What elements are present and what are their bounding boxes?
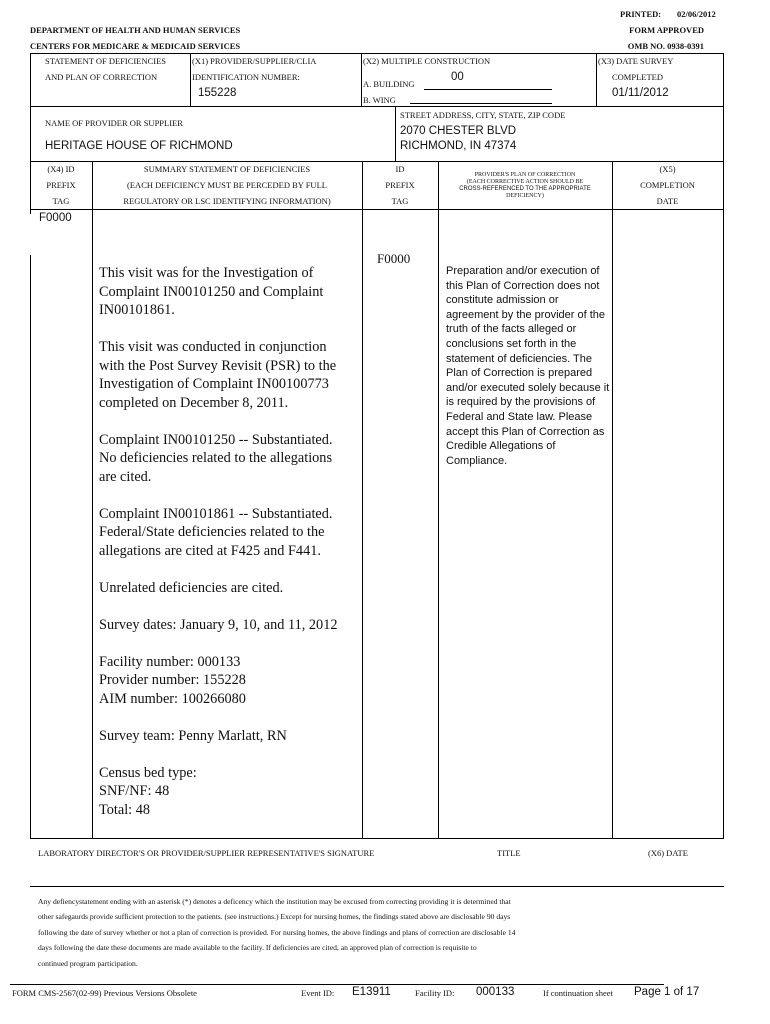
signature-label: LABORATORY DIRECTOR'S OR PROVIDER/SUPPLIER REPRESENTATIVE'S SIGNATURE [38, 848, 375, 858]
disclaimer-line: Any defiencystatement ending with an asterisk (*) denotes a deficency which the institution may be excused from correcting providing it is determined that [38, 897, 511, 906]
disclaimer-line: other safegaurds provide sufficient protection to the patients. (see instructions.) Except for nursing homes, the findings stated above are disclosable 90 days [38, 912, 511, 922]
id-label: ID [395, 164, 405, 174]
narrative-paragraph: Complaint IN00101250 -- Substantiated. No deficiencies related to the allegations are cited. [99, 431, 333, 485]
x4-prefix-label: PREFIX [46, 180, 76, 190]
survey-date: 01/11/2012 [612, 87, 669, 99]
facility-id-label: Facility ID: [415, 988, 455, 998]
summary-subheader: (EACH DEFICIENCY MUST BE PERCEDED BY FULL [127, 180, 327, 190]
plan-of-correction: Preparation and/or execution of this Plan of Correction does not constitute admission or agreement by the provider of the truth of the facts alleged or conclusions set forth in the statement of deficiencies. The Plan of Correction is prepared and/or executed solely because it is required by the provisions of Federal and State law. Please accept this Plan of Correction as Credible Allegations of Compliance. [446, 265, 610, 467]
narrative-paragraph: Survey team: Penny Marlatt, RN [99, 727, 287, 744]
department-title: DEPARTMENT OF HEALTH AND HUMAN SERVICES [30, 25, 241, 35]
right-tag: F0000 [377, 251, 411, 266]
disclaimer-line: days following the date these documents are made available to the facility. If deficiencies are cited, an approved plan of correction is requisite to [38, 943, 477, 953]
title-label: TITLE [497, 848, 521, 858]
x1-label: (X1) PROVIDER/SUPPLIER/CLIA [192, 56, 317, 66]
city-state-zip: RICHMOND, IN 47374 [400, 140, 517, 152]
completion-label: COMPLETION [640, 180, 695, 190]
continuation-label: If continuation sheet [543, 988, 613, 998]
narrative-paragraph: Survey dates: January 9, 10, and 11, 2012 [99, 616, 338, 633]
building-label: A. BUILDING [363, 79, 415, 89]
provider-id: 155228 [198, 87, 237, 99]
x2-label: (X2) MULTIPLE CONSTRUCTION [363, 56, 491, 66]
x3-label: (X3) DATE SURVEY [598, 56, 674, 66]
deficiency-narrative [99, 264, 361, 838]
x4-id-label: (X4) ID [47, 164, 75, 174]
narrative-paragraph: Unrelated deficiencies are cited. [99, 579, 284, 596]
id-tag-label: TAG [391, 196, 409, 206]
address-label: STREET ADDRESS, CITY, STATE, ZIP CODE [400, 110, 566, 120]
poc-subheader-1: (EACH CORRECTIVE ACTION SHOULD BE [466, 179, 584, 185]
narrative-paragraph: Census bed type: SNF/NF: 48 Total: 48 [99, 764, 197, 818]
event-id-label: Event ID: [301, 988, 335, 998]
centers-title: CENTERS FOR MEDICARE & MEDICAID SERVICES [30, 41, 241, 51]
building-value: 00 [451, 71, 464, 83]
summary-subheader-2: REGULATORY OR LSC IDENTIFYING INFORMATION) [123, 196, 331, 206]
summary-header: SUMMARY STATEMENT OF DEFICIENCIES [143, 164, 311, 174]
narrative-paragraph: This visit was conducted in conjunction with the Post Survey Revisit (PSR) to the Investigation of Complaint IN00100773 completed on December 8, 2011. [99, 339, 337, 411]
disclaimer-line: following the date of survey whether or not a plan of correction is provided. For nursing homes, the above findings and plans of correction are disclosable 14 [38, 927, 516, 937]
statement-label: STATEMENT OF DEFICIENCIES [45, 56, 167, 66]
x1-id-label: IDENTIFICATION NUMBER: [192, 72, 300, 82]
x6-date-label: (X6) DATE [648, 848, 688, 858]
disclaimer [38, 894, 718, 971]
x5-label: (X5) [659, 164, 676, 174]
facility-id: 000133 [476, 986, 515, 998]
poc-header: PROVIDER'S PLAN OF CORRECTION [474, 172, 576, 178]
event-id: E13911 [352, 986, 391, 998]
narrative-paragraph: This visit was for the Investigation of Complaint IN00101250 and Complaint IN00101861. [99, 265, 324, 318]
omb-number: OMB NO. 0938-0391 [627, 41, 704, 51]
wing-label: B. WING [363, 95, 396, 105]
form-approved: FORM APPROVED [629, 25, 704, 35]
x4-tag-label: TAG [52, 196, 70, 206]
poc-subheader-3: DEFICIENCY) [506, 193, 544, 199]
printed-date: 02/06/2012 [677, 9, 716, 19]
completed-label: COMPLETED [612, 72, 663, 82]
left-tag: F0000 [39, 212, 72, 224]
printed-label: PRINTED: [620, 9, 662, 19]
date-label: DATE [656, 196, 679, 206]
street-address: 2070 CHESTER BLVD [400, 125, 517, 137]
id-prefix-label: PREFIX [385, 180, 415, 190]
poc-subheader-2: CROSS-REFERENCED TO THE APPROPRIATE [459, 186, 591, 192]
plan-label: AND PLAN OF CORRECTION [45, 72, 158, 82]
provider-name: HERITAGE HOUSE OF RICHMOND [45, 140, 233, 152]
page-number: Page 1 of 17 [634, 986, 700, 998]
form-number: FORM CMS-2567(02-99) Previous Versions Obsolete [12, 988, 197, 998]
narrative-paragraph: Facility number: 000133 Provider number: 155228 AIM number: 100266080 [99, 653, 246, 707]
provider-name-label: NAME OF PROVIDER OR SUPPLIER [45, 118, 183, 128]
disclaimer-line: continued program participation. [38, 958, 138, 968]
narrative-paragraph: Complaint IN00101861 -- Substantiated. Federal/State deficiencies related to the allegations are cited at F425 and F441. [99, 505, 333, 559]
